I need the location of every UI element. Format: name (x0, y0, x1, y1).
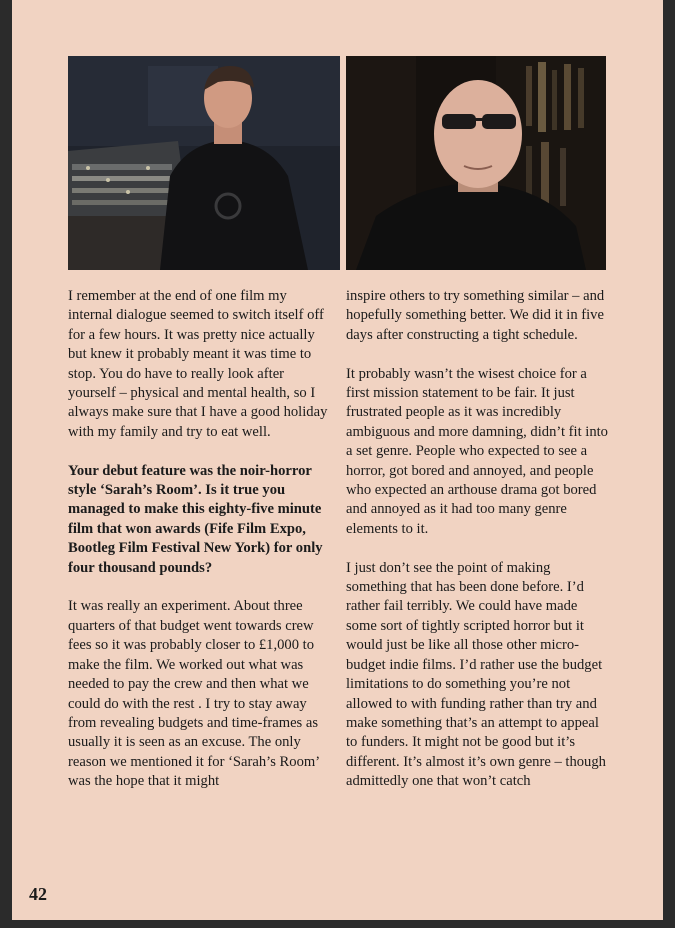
man-with-sunglasses-image (346, 56, 606, 270)
man-at-mixing-desk-image (68, 56, 340, 270)
answer-paragraph: inspire others to try something similar – and hopefully something better. We did it in five days after constructing a tight schedule. (346, 288, 605, 343)
answer-paragraph: I just don’t see the point of making something that has been done before. I’d rather fail terribly. We could have made some sort of tightly scripted horror but it would just be like all those other micro-budget indie films. I’d rather use the budget limitations to do something you’re not allowed to with funding rather than try and make something that’s an attempt to appeal to funders. It might not be good but it’s different. It’s almost it’s own genre – though admittedly one that won’t catch (346, 559, 606, 790)
answer-paragraph: It was really an experiment. About three quarters of that budget went towards crew fees so it was probably closer to £1,000 to make the film. We worked out what was needed to pay the crew and then what we could do with the rest . I try to stay away from revealing budgets and time-frames as usually it is seen as an excuse. The only reason we mentioned it for ‘Sarah’s Room’ was the hope that it might (68, 598, 320, 790)
answer-paragraph: I remember at the end of one film my internal dialogue seemed to switch itself off for a few hours. It was pretty nice actually but knew it probably meant it was time to stop. You do have to really look after yourself – physical and mental health, so I always make sure that I have a good holiday with my family and try to eat well. (68, 288, 328, 440)
answer-paragraph: It probably wasn’t the wisest choice for a first mission statement to be fair. It just frustrated people as it was incredibly ambiguous and more damning, didn’t fit into a set genre. People who expected to see a horror, got bored and annoyed, and people who expected an arthouse drama got bored and annoyed as it had too many genre elements to it. (346, 365, 608, 537)
magazine-page (12, 0, 663, 920)
text-column-left (68, 287, 330, 811)
interview-photo-left (68, 56, 340, 270)
interview-photo-right (346, 56, 606, 270)
page-number: 42 (29, 884, 47, 904)
interview-question: Your debut feature was the noir-horror style ‘Sarah’s Room’. Is it true you managed to make this eighty-five minute film that won awards (Fife Film Expo, Bootleg Film Festival New York) for only four thousand pounds? (68, 462, 323, 576)
text-column-right (346, 287, 608, 811)
